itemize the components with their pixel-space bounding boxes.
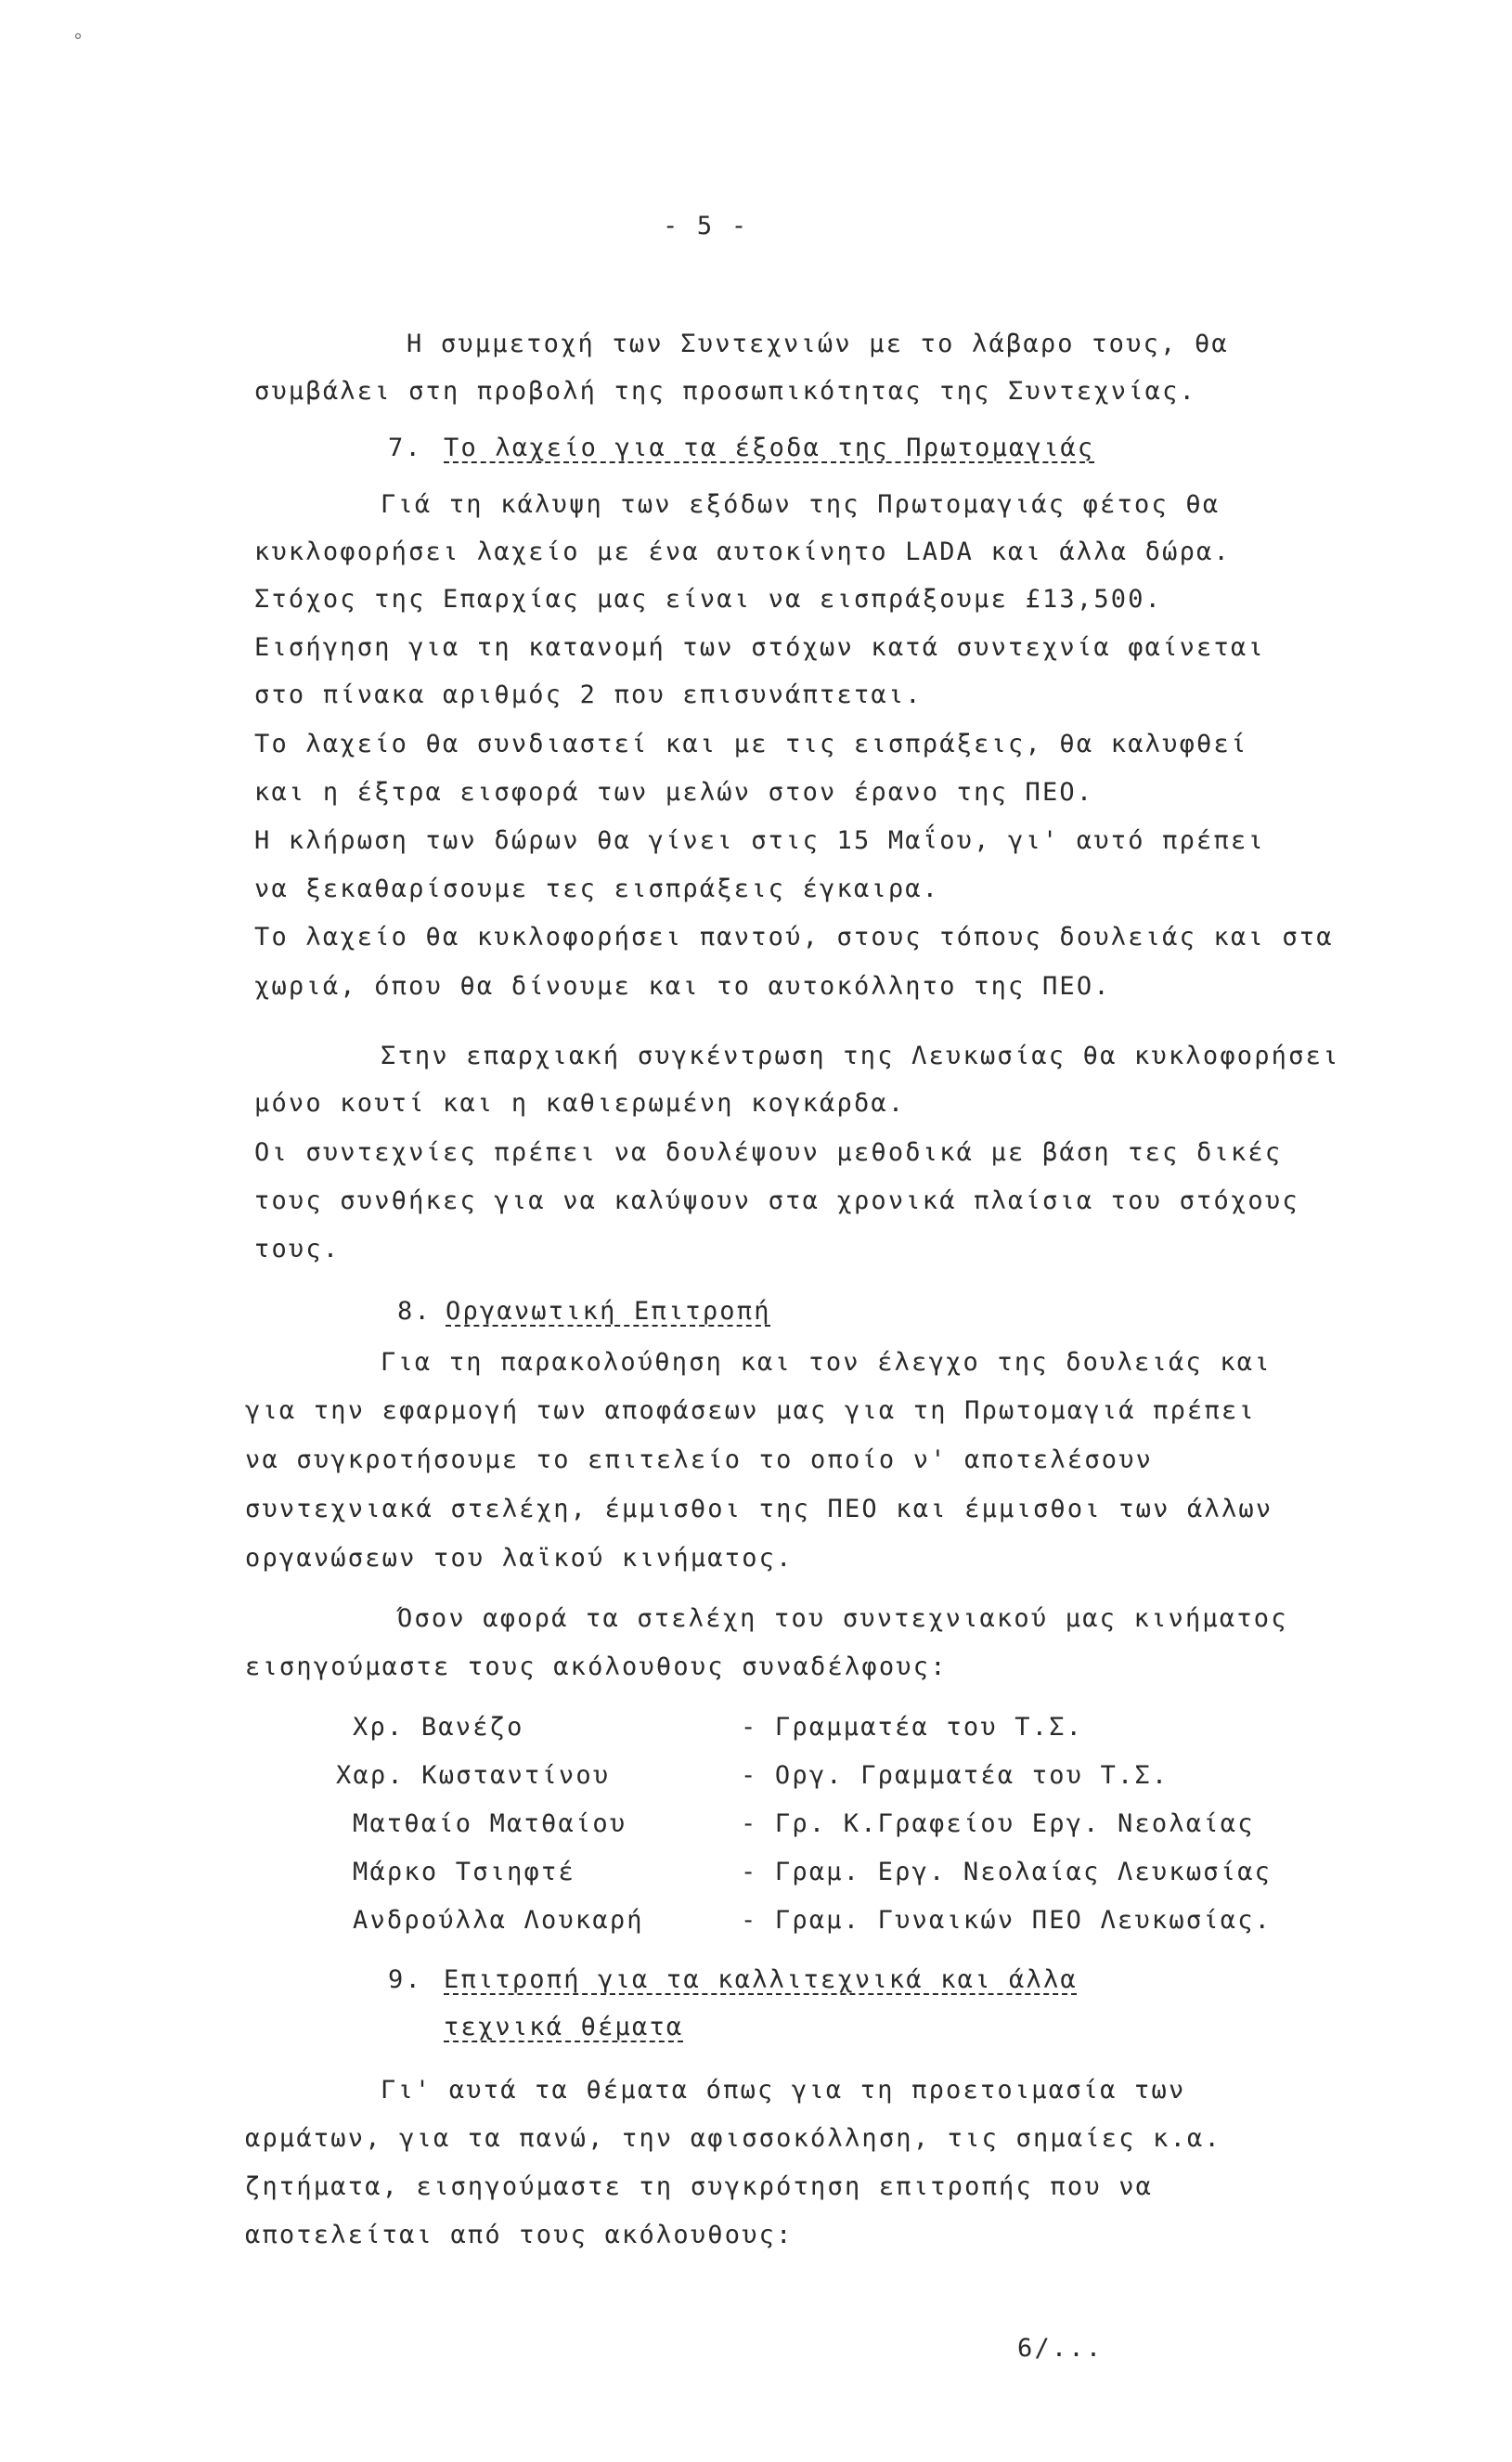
member-role: - Οργ. Γραμματέα του Τ.Σ. <box>741 1761 1170 1790</box>
text-line: συμβάλει στη προβολή της προσωπικότητας της Συντεχνίας. <box>254 377 1197 406</box>
text-line: Στην επαρχιακή συγκέντρωση της Λευκωσίας θα κυκλοφορήσει <box>381 1042 1340 1070</box>
text-line: για την εφαρμογή των αποφάσεων μας για τη Πρωτομαγιά πρέπει <box>245 1396 1256 1425</box>
text-line: αποτελείται από τους ακόλουθους: <box>245 2221 794 2249</box>
text-line: Στόχος της Επαρχίας μας είναι να εισπράξουμε £13,500. <box>254 585 1163 614</box>
text-line: εισηγούμαστε τους ακόλουθους συναδέλφους: <box>245 1652 948 1681</box>
text-line: Η συμμετοχή των Συντεχνιών με το λάβαρο τους, θα <box>407 330 1229 358</box>
text-line: Οι συντεχνίες πρέπει να δουλέψουν μεθοδικά με βάση τες δικές <box>254 1138 1283 1167</box>
text-line: κυκλοφορήσει λαχείο με ένα αυτοκίνητο LADA και άλλα δώρα. <box>254 538 1231 566</box>
text-line: Η κλήρωση των δώρων θα γίνει στις 15 Μαΐου, γι' αυτό πρέπει <box>254 826 1265 855</box>
scan-speck: ° <box>72 30 86 52</box>
text-line: ζητήματα, εισηγούμαστε τη συγκρότηση επιτροπής που να <box>245 2172 1154 2201</box>
text-line: τους. <box>254 1235 341 1263</box>
section-heading: τεχνικά θέματα <box>444 2013 684 2041</box>
member-role: - Γραμματέα του Τ.Σ. <box>741 1713 1084 1742</box>
text-line: Το λαχείο θα συνδιαστεί και με τις εισπράξεις, θα καλυφθεί <box>254 730 1248 758</box>
page-number: - 5 - <box>663 212 749 240</box>
text-line: συντεχνιακά στελέχη, έμμισθοι της ΠΕΟ και έμμισθοι των άλλων <box>245 1495 1273 1523</box>
text-line: να ξεκαθαρίσουμε τες εισπράξεις έγκαιρα. <box>254 875 940 903</box>
section-heading: Οργανωτική Επιτροπή <box>446 1297 771 1326</box>
text-line: Όσον αφορά τα στελέχη του συντεχνιακού μας κινήματος <box>397 1604 1288 1633</box>
member-name: Χρ. Βανέζο <box>353 1713 524 1742</box>
text-line: στο πίνακα αριθμός 2 που επισυνάπτεται. <box>254 680 923 709</box>
text-line: Γι' αυτά τα θέματα όπως για τη προετοιμασία των <box>381 2076 1186 2105</box>
section-number: 7. <box>388 434 422 462</box>
text-line: τους συνθήκες για να καλύψουν στα χρονικά πλαίσια του στόχους <box>254 1186 1299 1215</box>
member-name: Ματθαίο Ματθαίου <box>353 1809 627 1838</box>
text-line: Εισήγηση για τη κατανομή των στόχων κατά συντεχνία φαίνεται <box>254 633 1265 662</box>
text-line: χωριά, όπου θα δίνουμε και το αυτοκόλλητο της ΠΕΟ. <box>254 972 1111 1001</box>
text-line: Γιά τη κάλυψη των εξόδων της Πρωτομαγιάς φέτος θα <box>381 490 1221 519</box>
member-role: - Γραμ. Γυναικών ΠΕΟ Λευκωσίας. <box>741 1906 1273 1935</box>
text-line: Για τη παρακολούθηση και τον έλεγχο της δουλειάς και <box>381 1348 1272 1377</box>
section-heading: Επιτροπή για τα καλλιτεχνικά και άλλα <box>444 1965 1078 1994</box>
member-role: - Γρ. Κ.Γραφείου Εργ. Νεολαίας <box>741 1809 1255 1838</box>
text-line: αρμάτων, για τα πανώ, την αφισσοκόλληση, τις σημαίες κ.α. <box>245 2124 1221 2153</box>
text-line: και η έξτρα εισφορά των μελών στον έρανο της ΠΕΟ. <box>254 778 1094 807</box>
member-role: - Γραμ. Εργ. Νεολαίας Λευκωσίας <box>741 1858 1273 1886</box>
member-name: Χαρ. Κωσταντίνου <box>336 1761 611 1790</box>
text-line: Το λαχείο θα κυκλοφορήσει παντού, στους τόπους δουλειάς και στα <box>254 923 1334 952</box>
member-name: Ανδρούλλα Λουκαρή <box>353 1906 644 1935</box>
continuation-marker: 6/... <box>1017 2334 1104 2363</box>
section-number: 8. <box>397 1297 432 1326</box>
text-line: οργανώσεων του λαϊκού κινήματος. <box>245 1544 794 1573</box>
text-line: μόνο κουτί και η καθιερωμένη κογκάρδα. <box>254 1089 906 1118</box>
section-heading: Το λαχείο για τα έξοδα της Πρωτομαγιάς <box>444 434 1095 462</box>
text-line: να συγκροτήσουμε το επιτελείο το οποίο ν' αποτελέσουν <box>245 1445 1154 1474</box>
section-number: 9. <box>388 1965 422 1994</box>
member-name: Μάρκο Τσιηφτέ <box>353 1858 575 1886</box>
